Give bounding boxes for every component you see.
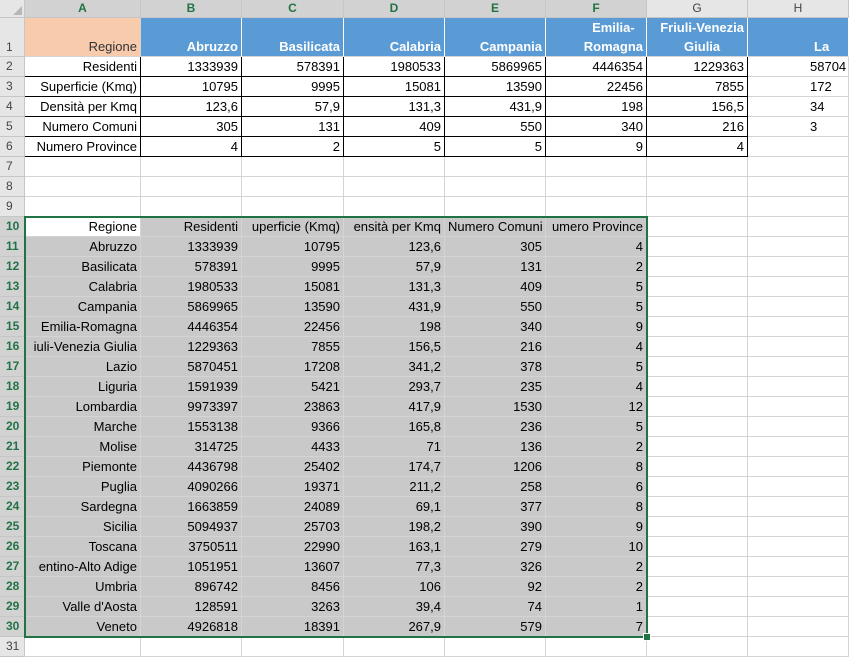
region-name-cell[interactable]: Molise (25, 437, 141, 457)
region-name-cell[interactable]: Basilicata (25, 257, 141, 277)
top-cell[interactable]: 578391 (242, 57, 344, 77)
data-cell[interactable]: 106 (344, 577, 445, 597)
data-cell[interactable]: 74 (445, 597, 546, 617)
data-cell[interactable]: 5869965 (141, 297, 242, 317)
data-cell[interactable]: 131 (445, 257, 546, 277)
cell[interactable] (242, 177, 344, 197)
row-header-29[interactable]: 29 (0, 597, 25, 617)
data-cell[interactable]: 22990 (242, 537, 344, 557)
data-cell[interactable]: 6 (546, 477, 647, 497)
top-row-label[interactable]: Residenti (25, 57, 141, 77)
data-cell[interactable]: 5 (546, 357, 647, 377)
cell[interactable] (748, 197, 849, 217)
top-cell[interactable]: 340 (546, 117, 647, 137)
data-cell[interactable]: 10795 (242, 237, 344, 257)
top-cell[interactable]: 131 (242, 117, 344, 137)
top-row-label[interactable]: Superficie (Kmq) (25, 77, 141, 97)
cell[interactable] (647, 637, 748, 657)
data-cell[interactable]: 4436798 (141, 457, 242, 477)
top-header-6: Friuli-Venezia Giulia (647, 18, 748, 57)
data-header-3[interactable]: ensità per Kmq (344, 217, 445, 237)
row-header-22[interactable]: 22 (0, 457, 25, 477)
data-cell[interactable]: 12 (546, 397, 647, 417)
data-cell[interactable]: 5421 (242, 377, 344, 397)
data-header-4[interactable]: Numero Comuni (445, 217, 546, 237)
cell[interactable] (748, 377, 849, 397)
data-cell[interactable]: 236 (445, 417, 546, 437)
cell[interactable] (344, 177, 445, 197)
data-cell[interactable]: 9366 (242, 417, 344, 437)
data-cell[interactable]: 2 (546, 257, 647, 277)
data-cell[interactable]: 2 (546, 577, 647, 597)
cell[interactable] (748, 577, 849, 597)
region-name-cell[interactable]: Campania (25, 297, 141, 317)
top-cell[interactable]: 123,6 (141, 97, 242, 117)
region-name-cell[interactable]: Marche (25, 417, 141, 437)
data-cell[interactable]: 2 (546, 557, 647, 577)
row-header-30[interactable]: 30 (0, 617, 25, 637)
data-cell[interactable]: 7 (546, 617, 647, 637)
data-cell[interactable]: 19371 (242, 477, 344, 497)
data-cell[interactable]: 17208 (242, 357, 344, 377)
data-cell[interactable]: 24089 (242, 497, 344, 517)
region-name-cell[interactable]: entino-Alto Adige (25, 557, 141, 577)
data-cell[interactable]: 131,3 (344, 277, 445, 297)
row-header-19[interactable]: 19 (0, 397, 25, 417)
cell[interactable] (748, 437, 849, 457)
cell[interactable] (141, 197, 242, 217)
cell[interactable] (748, 177, 849, 197)
data-cell[interactable]: 579 (445, 617, 546, 637)
row-header-15[interactable]: 15 (0, 317, 25, 337)
data-cell[interactable]: 39,4 (344, 597, 445, 617)
region-name-cell[interactable]: iuli-Venezia Giulia (25, 337, 141, 357)
cell[interactable] (647, 497, 748, 517)
cell[interactable] (748, 497, 849, 517)
top-cell[interactable]: 3 (748, 117, 849, 137)
cell[interactable] (748, 337, 849, 357)
row-header-13[interactable]: 13 (0, 277, 25, 297)
row-header-8[interactable]: 8 (0, 177, 25, 197)
row-header-20[interactable]: 20 (0, 417, 25, 437)
top-cell[interactable]: 172 (748, 77, 849, 97)
data-cell[interactable]: 1530 (445, 397, 546, 417)
top-cell[interactable]: 550 (445, 117, 546, 137)
data-cell[interactable]: 13607 (242, 557, 344, 577)
data-cell[interactable]: 258 (445, 477, 546, 497)
cell[interactable] (647, 177, 748, 197)
top-header-7: La (748, 18, 849, 57)
data-cell[interactable]: 4446354 (141, 317, 242, 337)
top-cell[interactable] (748, 137, 849, 157)
data-cell[interactable]: 896742 (141, 577, 242, 597)
region-name-cell[interactable]: Umbria (25, 577, 141, 597)
column-header-a[interactable]: A (25, 0, 141, 18)
row-header-1[interactable]: 1 (0, 18, 25, 57)
top-header-4: Campania (445, 18, 546, 57)
cell[interactable] (344, 157, 445, 177)
top-cell[interactable]: 1980533 (344, 57, 445, 77)
cell[interactable] (546, 637, 647, 657)
cell[interactable] (647, 217, 748, 237)
data-cell[interactable]: 25402 (242, 457, 344, 477)
row-header-9[interactable]: 9 (0, 197, 25, 217)
data-cell[interactable]: 18391 (242, 617, 344, 637)
data-cell[interactable]: 1206 (445, 457, 546, 477)
data-cell[interactable]: 211,2 (344, 477, 445, 497)
top-cell[interactable]: 431,9 (445, 97, 546, 117)
column-header-b[interactable]: B (141, 0, 242, 18)
top-cell[interactable]: 9 (546, 137, 647, 157)
cell[interactable] (647, 357, 748, 377)
data-cell[interactable]: 409 (445, 277, 546, 297)
data-cell[interactable]: 4926818 (141, 617, 242, 637)
data-cell[interactable]: 216 (445, 337, 546, 357)
column-header-d[interactable]: D (344, 0, 445, 18)
column-header-h[interactable]: H (748, 0, 849, 18)
data-cell[interactable]: 377 (445, 497, 546, 517)
row-header-3[interactable]: 3 (0, 77, 25, 97)
region-name-cell[interactable]: Lombardia (25, 397, 141, 417)
cell[interactable] (748, 257, 849, 277)
region-name-cell[interactable]: Liguria (25, 377, 141, 397)
cell[interactable] (141, 157, 242, 177)
cell[interactable] (647, 597, 748, 617)
top-cell[interactable]: 5 (344, 137, 445, 157)
row-header-6[interactable]: 6 (0, 137, 25, 157)
cell[interactable] (748, 237, 849, 257)
region-name-cell[interactable]: Valle d'Aosta (25, 597, 141, 617)
cell[interactable] (647, 237, 748, 257)
cell[interactable] (748, 557, 849, 577)
top-cell[interactable]: 13590 (445, 77, 546, 97)
cell[interactable] (647, 457, 748, 477)
top-cell[interactable]: 2 (242, 137, 344, 157)
row-header-21[interactable]: 21 (0, 437, 25, 457)
cell[interactable] (748, 617, 849, 637)
top-header-2: Basilicata (242, 18, 344, 57)
cell[interactable] (748, 457, 849, 477)
cell[interactable] (344, 197, 445, 217)
top-cell[interactable]: 5869965 (445, 57, 546, 77)
data-cell[interactable]: 198,2 (344, 517, 445, 537)
data-cell[interactable]: 235 (445, 377, 546, 397)
cell[interactable] (546, 157, 647, 177)
cell[interactable] (242, 197, 344, 217)
top-cell[interactable]: 57,9 (242, 97, 344, 117)
top-row-label[interactable]: Numero Province (25, 137, 141, 157)
cell[interactable] (748, 417, 849, 437)
data-cell[interactable]: 1980533 (141, 277, 242, 297)
region-name-cell[interactable]: Veneto (25, 617, 141, 637)
data-cell[interactable]: 25703 (242, 517, 344, 537)
row-header-2[interactable]: 2 (0, 57, 25, 77)
region-name-cell[interactable]: Sardegna (25, 497, 141, 517)
row-header-27[interactable]: 27 (0, 557, 25, 577)
cell[interactable] (445, 157, 546, 177)
data-cell[interactable]: 279 (445, 537, 546, 557)
top-cell[interactable]: 1333939 (141, 57, 242, 77)
row-header-16[interactable]: 16 (0, 337, 25, 357)
row-header-4[interactable]: 4 (0, 97, 25, 117)
top-row-label[interactable]: Numero Comuni (25, 117, 141, 137)
top-cell[interactable]: 1229363 (647, 57, 748, 77)
cell[interactable] (445, 197, 546, 217)
cell[interactable] (141, 177, 242, 197)
cell[interactable] (647, 397, 748, 417)
data-cell[interactable]: 1229363 (141, 337, 242, 357)
row-header-5[interactable]: 5 (0, 117, 25, 137)
cell[interactable] (647, 157, 748, 177)
region-name-cell[interactable]: Puglia (25, 477, 141, 497)
data-cell[interactable]: 341,2 (344, 357, 445, 377)
data-cell[interactable]: 8456 (242, 577, 344, 597)
data-cell[interactable]: 326 (445, 557, 546, 577)
data-cell[interactable]: 378 (445, 357, 546, 377)
row-header-18[interactable]: 18 (0, 377, 25, 397)
data-cell[interactable]: 92 (445, 577, 546, 597)
cell[interactable] (25, 177, 141, 197)
cell[interactable] (647, 277, 748, 297)
top-cell[interactable]: 305 (141, 117, 242, 137)
select-all-corner[interactable] (0, 0, 25, 18)
top-cell[interactable]: 15081 (344, 77, 445, 97)
region-name-cell[interactable]: Piemonte (25, 457, 141, 477)
cell[interactable] (647, 377, 748, 397)
cell[interactable] (748, 397, 849, 417)
row-header-11[interactable]: 11 (0, 237, 25, 257)
cell[interactable] (647, 557, 748, 577)
cell[interactable] (647, 197, 748, 217)
region-name-cell[interactable]: Toscana (25, 537, 141, 557)
cell[interactable] (445, 177, 546, 197)
data-header-5[interactable]: umero Province (546, 217, 647, 237)
cell[interactable] (25, 157, 141, 177)
cell[interactable] (748, 517, 849, 537)
data-cell[interactable]: 4433 (242, 437, 344, 457)
cell[interactable] (546, 197, 647, 217)
data-cell[interactable]: 174,7 (344, 457, 445, 477)
data-cell[interactable]: 550 (445, 297, 546, 317)
data-header-1[interactable]: Residenti (141, 217, 242, 237)
data-cell[interactable]: 9995 (242, 257, 344, 277)
top-header-3: Calabria (344, 18, 445, 57)
select-all-triangle-icon (13, 6, 22, 15)
row-header-7[interactable]: 7 (0, 157, 25, 177)
data-cell[interactable]: 136 (445, 437, 546, 457)
data-cell[interactable]: 123,6 (344, 237, 445, 257)
data-cell[interactable]: 156,5 (344, 337, 445, 357)
top-cell[interactable]: 198 (546, 97, 647, 117)
data-cell[interactable]: 1591939 (141, 377, 242, 397)
top-header-1: Abruzzo (141, 18, 242, 57)
top-row-label[interactable]: Densità per Kmq (25, 97, 141, 117)
data-header-2[interactable]: uperficie (Kmq) (242, 217, 344, 237)
data-cell[interactable]: 1 (546, 597, 647, 617)
cell[interactable] (242, 157, 344, 177)
data-cell[interactable]: 165,8 (344, 417, 445, 437)
data-cell[interactable]: 57,9 (344, 257, 445, 277)
top-cell[interactable]: 22456 (546, 77, 647, 97)
data-cell[interactable]: 3263 (242, 597, 344, 617)
data-cell[interactable]: 128591 (141, 597, 242, 617)
row-header-12[interactable]: 12 (0, 257, 25, 277)
column-header-f[interactable]: F (546, 0, 647, 18)
data-cell[interactable]: 23863 (242, 397, 344, 417)
data-cell[interactable]: 4 (546, 377, 647, 397)
column-header-g[interactable]: G (647, 0, 748, 18)
cell[interactable] (344, 637, 445, 657)
row-header-17[interactable]: 17 (0, 357, 25, 377)
data-cell[interactable]: 9 (546, 317, 647, 337)
data-cell[interactable]: 2 (546, 437, 647, 457)
data-cell[interactable]: 1051951 (141, 557, 242, 577)
cell[interactable] (748, 217, 849, 237)
data-cell[interactable]: 340 (445, 317, 546, 337)
top-cell[interactable]: 4446354 (546, 57, 647, 77)
top-cell[interactable]: 5 (445, 137, 546, 157)
top-cell[interactable]: 4 (647, 137, 748, 157)
region-name-cell[interactable]: Emilia-Romagna (25, 317, 141, 337)
data-cell[interactable]: 390 (445, 517, 546, 537)
cell[interactable] (647, 477, 748, 497)
data-cell[interactable]: 305 (445, 237, 546, 257)
top-cell[interactable]: 4 (141, 137, 242, 157)
data-cell[interactable]: 314725 (141, 437, 242, 457)
column-header-c[interactable]: C (242, 0, 344, 18)
data-cell[interactable]: 1333939 (141, 237, 242, 257)
data-cell[interactable]: 4 (546, 237, 647, 257)
data-cell[interactable]: 22456 (242, 317, 344, 337)
cell[interactable] (748, 637, 849, 657)
cell[interactable] (748, 597, 849, 617)
cell[interactable] (445, 637, 546, 657)
cell[interactable] (25, 637, 141, 657)
cell[interactable] (748, 477, 849, 497)
data-cell[interactable]: 198 (344, 317, 445, 337)
cell[interactable] (748, 297, 849, 317)
data-cell[interactable]: 3750511 (141, 537, 242, 557)
data-cell[interactable]: 8 (546, 497, 647, 517)
data-cell[interactable]: 578391 (141, 257, 242, 277)
row-header-23[interactable]: 23 (0, 477, 25, 497)
data-cell[interactable]: 5 (546, 277, 647, 297)
data-cell[interactable]: 9973397 (141, 397, 242, 417)
data-cell[interactable]: 5094937 (141, 517, 242, 537)
top-cell[interactable]: 216 (647, 117, 748, 137)
top-cell[interactable]: 9995 (242, 77, 344, 97)
column-header-e[interactable]: E (445, 0, 546, 18)
cell[interactable] (141, 637, 242, 657)
cell[interactable] (242, 637, 344, 657)
cell[interactable] (647, 437, 748, 457)
cell[interactable] (647, 337, 748, 357)
data-cell[interactable]: 5870451 (141, 357, 242, 377)
cell[interactable] (647, 517, 748, 537)
top-cell[interactable]: 131,3 (344, 97, 445, 117)
top-cell[interactable]: 58704 (748, 57, 849, 77)
data-cell[interactable]: 13590 (242, 297, 344, 317)
top-cell[interactable]: 156,5 (647, 97, 748, 117)
cell[interactable] (647, 257, 748, 277)
data-cell[interactable]: 69,1 (344, 497, 445, 517)
data-cell[interactable]: 417,9 (344, 397, 445, 417)
region-name-cell[interactable]: Sicilia (25, 517, 141, 537)
data-cell[interactable]: 10 (546, 537, 647, 557)
data-cell[interactable]: 163,1 (344, 537, 445, 557)
data-cell[interactable]: 71 (344, 437, 445, 457)
data-cell[interactable]: 8 (546, 457, 647, 477)
data-cell[interactable]: 293,7 (344, 377, 445, 397)
row-header-28[interactable]: 28 (0, 577, 25, 597)
top-cell[interactable]: 10795 (141, 77, 242, 97)
row-header-10[interactable]: 10 (0, 217, 25, 237)
data-cell[interactable]: 431,9 (344, 297, 445, 317)
cell[interactable] (25, 197, 141, 217)
cell[interactable] (647, 617, 748, 637)
fill-handle[interactable] (643, 633, 651, 641)
data-cell[interactable]: 9 (546, 517, 647, 537)
cell[interactable] (647, 537, 748, 557)
row-header-24[interactable]: 24 (0, 497, 25, 517)
data-cell[interactable]: 15081 (242, 277, 344, 297)
data-cell[interactable]: 5 (546, 297, 647, 317)
row-header-31[interactable]: 31 (0, 637, 25, 657)
top-cell[interactable]: 34 (748, 97, 849, 117)
cell[interactable] (748, 277, 849, 297)
cell[interactable] (748, 537, 849, 557)
region-name-cell[interactable]: Calabria (25, 277, 141, 297)
region-name-cell[interactable]: Abruzzo (25, 237, 141, 257)
top-cell[interactable]: 7855 (647, 77, 748, 97)
data-cell[interactable]: 77,3 (344, 557, 445, 577)
top-cell[interactable]: 409 (344, 117, 445, 137)
data-cell[interactable]: 267,9 (344, 617, 445, 637)
row-header-26[interactable]: 26 (0, 537, 25, 557)
cell[interactable] (748, 357, 849, 377)
region-name-cell[interactable]: Lazio (25, 357, 141, 377)
cell[interactable] (748, 157, 849, 177)
cell[interactable] (647, 317, 748, 337)
data-cell[interactable]: 5 (546, 417, 647, 437)
row-header-25[interactable]: 25 (0, 517, 25, 537)
cell[interactable] (647, 297, 748, 317)
top-header-5: Emilia- Romagna (546, 18, 647, 57)
cell[interactable] (748, 317, 849, 337)
data-header-0[interactable]: Regione (25, 217, 141, 237)
data-cell[interactable]: 1553138 (141, 417, 242, 437)
cell[interactable] (647, 577, 748, 597)
data-cell[interactable]: 4 (546, 337, 647, 357)
data-cell[interactable]: 4090266 (141, 477, 242, 497)
row-header-14[interactable]: 14 (0, 297, 25, 317)
top-header-regione: Regione (25, 18, 141, 57)
data-cell[interactable]: 7855 (242, 337, 344, 357)
data-cell[interactable]: 1663859 (141, 497, 242, 517)
cell[interactable] (546, 177, 647, 197)
cell[interactable] (647, 417, 748, 437)
